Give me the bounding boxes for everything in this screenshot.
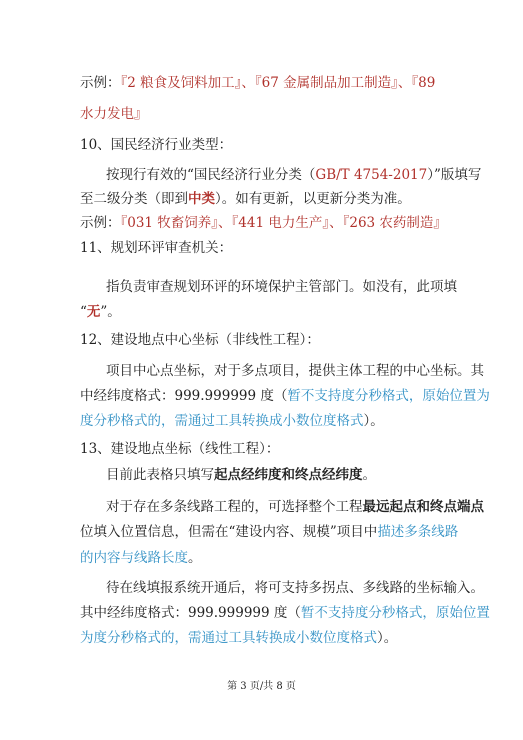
page-footer: 第 3 页/共 8 页 [227, 681, 296, 692]
paragraph-10-line-1: 按现行有效的“国民经济行业分类（GB/T 4754-2017）”版填写 [106, 167, 482, 183]
section-heading-12: 12、建设地点中心坐标（非线性工程）： [80, 332, 320, 348]
paragraph-11-line-2: “无”。 [80, 304, 121, 320]
paragraph-13-line-5: 待在线填报系统开通后，将可支持多拐点、多线路的坐标输入。 [106, 580, 484, 596]
example-line-1-cont: 水力发电』 [80, 106, 148, 122]
paragraph-11-line-1: 指负责审查规划环评的环境保护主管部门。如没有，此项填 [106, 279, 457, 295]
paragraph-12-line-2: 中经纬度格式：999.999999 度（暂不支持度分秒格式，原始位置为 [80, 388, 490, 404]
example-line-2: 示例：『031 牧畜饲养』、『441 电力生产』、『263 农药制造』 [80, 215, 447, 231]
paragraph-13-line-3: 位填入位置信息，但需在“建设内容、规模”项目中描述多条线路 [80, 524, 459, 540]
paragraph-13-line-4: 的内容与线路长度。 [80, 550, 202, 566]
section-heading-10: 10、国民经济行业类型： [80, 137, 233, 153]
paragraph-13-line-1: 目前此表格只填写起点经纬度和终点经纬度。 [106, 467, 376, 483]
paragraph-12-line-1: 项目中心点坐标，对于多点项目，提供主体工程的中心坐标。其 [106, 363, 484, 379]
paragraph-12-line-3: 度分秒格式的，需通过工具转换成小数位度格式）。 [80, 413, 384, 429]
paragraph-13-line-6: 其中经纬度格式：999.999999 度（暂不支持度分秒格式，原始位置 [80, 605, 490, 621]
paragraph-13-line-2: 对于存在多条线路工程的，可选择整个工程最远起点和终点端点 [106, 499, 484, 515]
example-line-1: 示例：『2 粮食及饲料加工』、『67 金属制品加工制造』、『89 [80, 75, 436, 91]
paragraph-10-line-2: 至二级分类（即到中类）。如有更新，以更新分类为准。 [80, 191, 411, 207]
section-heading-11: 11、规划环评审查机关： [80, 240, 233, 256]
paragraph-13-line-7: 为度分秒格式的，需通过工具转换成小数位度格式）。 [80, 630, 398, 646]
section-heading-13: 13、建设地点坐标（线性工程）： [80, 441, 280, 457]
